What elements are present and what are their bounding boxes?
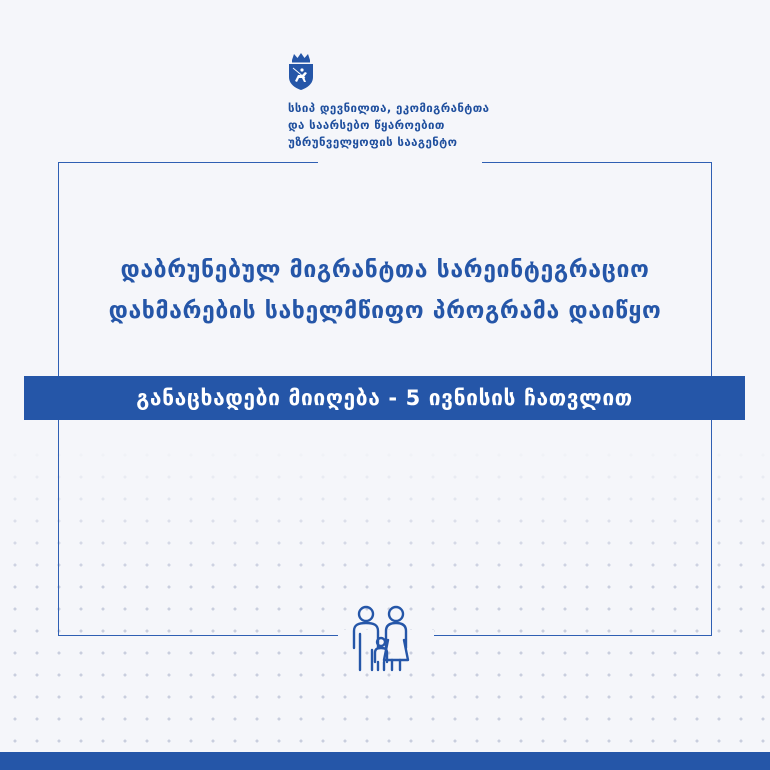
frame-gap-top xyxy=(318,158,482,168)
headline-line-1: დაბრუნებულ მიგრანტთა სარეინტეგრაციო xyxy=(120,257,650,283)
agency-name-line-1: სსიპ დევნილთა, ეკომიგრანტთა xyxy=(288,101,490,115)
deadline-banner xyxy=(24,376,745,420)
family-icon xyxy=(344,604,420,674)
headline xyxy=(60,250,710,332)
deadline-banner-text: განაცხადები მიიღება - 5 ივნისის ჩათვლით xyxy=(136,386,633,410)
agency-name-line-2: და საარსებო წყაროებით xyxy=(288,118,445,132)
bottom-bar xyxy=(0,752,770,770)
agency-name xyxy=(288,100,608,151)
headline-line-2: დახმარების სახელმწიფო პროგრამა დაიწყო xyxy=(108,298,662,324)
coat-of-arms-icon xyxy=(285,51,317,91)
agency-name-line-3: უზრუნველყოფის სააგენტო xyxy=(288,135,458,149)
